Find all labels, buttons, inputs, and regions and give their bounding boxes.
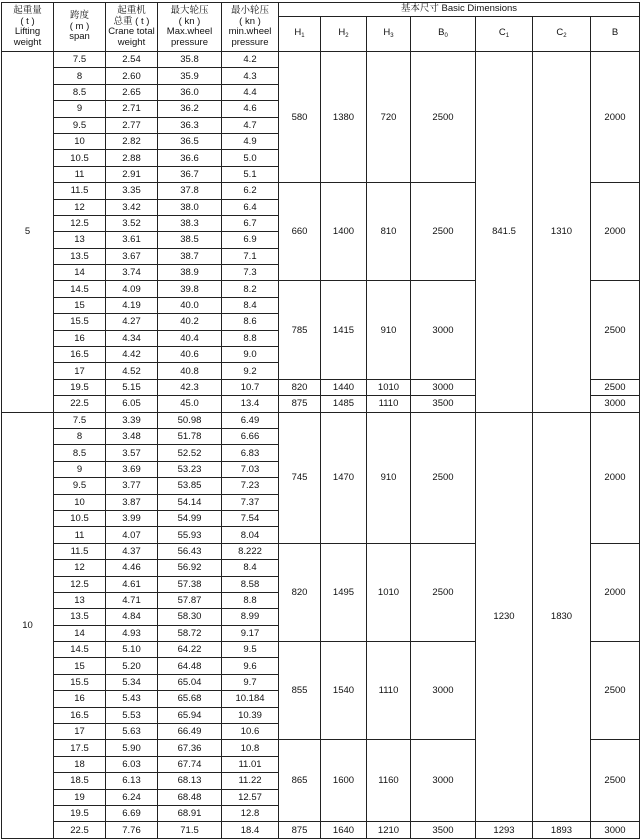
span-cell: 10 (54, 133, 106, 149)
crane-weight-cell: 3.87 (106, 494, 158, 510)
crane-weight-cell: 4.42 (106, 347, 158, 363)
span-cell: 18 (54, 756, 106, 772)
min-pressure-cell: 6.83 (222, 445, 279, 461)
dim-b0-cell: 3000 (411, 379, 476, 395)
min-pressure-cell: 11.01 (222, 756, 279, 772)
min-pressure-cell: 4.6 (222, 101, 279, 117)
min-pressure-cell: 11.22 (222, 773, 279, 789)
dim-h1-cell: 785 (279, 281, 321, 379)
crane-weight-cell: 5.34 (106, 674, 158, 690)
crane-weight-cell: 3.35 (106, 183, 158, 199)
table-row (2, 822, 640, 838)
min-pressure-cell: 6.9 (222, 232, 279, 248)
crane-weight-cell: 4.07 (106, 527, 158, 543)
crane-weight-cell: 6.05 (106, 396, 158, 412)
span-cell: 12.5 (54, 215, 106, 231)
span-cell: 14.5 (54, 642, 106, 658)
span-cell: 9.5 (54, 478, 106, 494)
span-cell: 12 (54, 199, 106, 215)
crane-weight-cell: 6.69 (106, 805, 158, 821)
span-cell: 7.5 (54, 52, 106, 68)
dim-h3-cell: 1010 (367, 543, 411, 641)
max-pressure-cell: 36.5 (158, 133, 222, 149)
crane-weight-cell: 5.53 (106, 707, 158, 723)
max-pressure-cell: 36.3 (158, 117, 222, 133)
dim-b0-cell: 3000 (411, 281, 476, 379)
min-pressure-cell: 5.0 (222, 150, 279, 166)
max-pressure-cell: 38.7 (158, 248, 222, 264)
crane-weight-cell: 2.54 (106, 52, 158, 68)
crane-weight-cell: 4.61 (106, 576, 158, 592)
max-pressure-cell: 35.8 (158, 52, 222, 68)
span-cell: 22.5 (54, 822, 106, 838)
min-pressure-cell: 13.4 (222, 396, 279, 412)
max-pressure-cell: 50.98 (158, 412, 222, 428)
min-pressure-cell: 7.54 (222, 510, 279, 526)
dim-b-cell: 3000 (591, 396, 640, 412)
min-pressure-cell: 6.2 (222, 183, 279, 199)
crane-weight-cell: 6.24 (106, 789, 158, 805)
crane-weight-cell: 6.13 (106, 773, 158, 789)
crane-weight-cell: 2.60 (106, 68, 158, 84)
min-pressure-cell: 4.9 (222, 133, 279, 149)
dim-c1-cell: 841.5 (476, 52, 533, 413)
crane-weight-cell: 3.57 (106, 445, 158, 461)
max-pressure-cell: 40.6 (158, 347, 222, 363)
span-cell: 11.5 (54, 543, 106, 559)
min-pressure-cell: 7.37 (222, 494, 279, 510)
span-cell: 19.5 (54, 805, 106, 821)
crane-weight-cell: 3.99 (106, 510, 158, 526)
min-pressure-cell: 6.49 (222, 412, 279, 428)
max-pressure-cell: 36.0 (158, 84, 222, 100)
span-cell: 9 (54, 101, 106, 117)
span-cell: 15.5 (54, 674, 106, 690)
dim-h2-cell: 1600 (321, 740, 367, 822)
min-pressure-cell: 9.5 (222, 642, 279, 658)
span-cell: 13.5 (54, 248, 106, 264)
span-cell: 9 (54, 461, 106, 477)
dim-h1-cell: 745 (279, 412, 321, 543)
crane-weight-cell: 4.37 (106, 543, 158, 559)
dim-h2-cell: 1440 (321, 379, 367, 395)
span-cell: 15 (54, 658, 106, 674)
span-cell: 11 (54, 166, 106, 182)
min-pressure-cell: 4.4 (222, 84, 279, 100)
max-pressure-cell: 64.48 (158, 658, 222, 674)
crane-weight-cell: 4.93 (106, 625, 158, 641)
span-cell: 19 (54, 789, 106, 805)
dim-h3-cell: 1110 (367, 642, 411, 740)
dim-h3-cell: 1110 (367, 396, 411, 412)
max-pressure-cell: 40.0 (158, 297, 222, 313)
max-pressure-cell: 36.7 (158, 166, 222, 182)
min-pressure-cell: 9.17 (222, 625, 279, 641)
span-cell: 16.5 (54, 707, 106, 723)
max-pressure-cell: 56.92 (158, 560, 222, 576)
crane-weight-cell: 5.90 (106, 740, 158, 756)
min-pressure-cell: 10.8 (222, 740, 279, 756)
crane-weight-cell: 2.77 (106, 117, 158, 133)
crane-weight-cell: 4.34 (106, 330, 158, 346)
min-pressure-cell: 12.8 (222, 805, 279, 821)
min-pressure-cell: 8.6 (222, 314, 279, 330)
dim-c1-cell: 1230 (476, 412, 533, 822)
span-cell: 11 (54, 527, 106, 543)
crane-weight-cell: 3.74 (106, 265, 158, 281)
span-cell: 16.5 (54, 347, 106, 363)
min-pressure-cell: 8.4 (222, 560, 279, 576)
dim-c2-cell: 1310 (533, 52, 591, 413)
dim-h2-cell: 1640 (321, 822, 367, 838)
span-cell: 12 (54, 560, 106, 576)
span-cell: 10 (54, 494, 106, 510)
max-pressure-cell: 53.23 (158, 461, 222, 477)
span-cell: 8.5 (54, 445, 106, 461)
dim-b-cell: 2500 (591, 740, 640, 822)
min-pressure-cell: 4.7 (222, 117, 279, 133)
crane-weight-cell: 3.61 (106, 232, 158, 248)
span-cell: 13 (54, 232, 106, 248)
dim-h1-cell: 855 (279, 642, 321, 740)
span-cell: 10.5 (54, 150, 106, 166)
max-pressure-cell: 40.4 (158, 330, 222, 346)
crane-weight-cell: 5.15 (106, 379, 158, 395)
max-pressure-cell: 65.68 (158, 691, 222, 707)
crane-weight-cell: 5.63 (106, 724, 158, 740)
min-pressure-cell: 8.8 (222, 592, 279, 608)
span-cell: 15.5 (54, 314, 106, 330)
dim-b0-cell: 2500 (411, 52, 476, 183)
header-dim-c2: $C_2$ (533, 17, 591, 52)
max-pressure-cell: 67.74 (158, 756, 222, 772)
dim-h2-cell: 1540 (321, 642, 367, 740)
header-min-pressure: 最小轮压 ( kn ) min.wheel pressure (222, 3, 279, 52)
span-cell: 17.5 (54, 740, 106, 756)
span-cell: 13.5 (54, 609, 106, 625)
min-pressure-cell: 6.66 (222, 428, 279, 444)
min-pressure-cell: 6.4 (222, 199, 279, 215)
min-pressure-cell: 8.222 (222, 543, 279, 559)
crane-weight-cell: 3.48 (106, 428, 158, 444)
min-pressure-cell: 10.7 (222, 379, 279, 395)
dim-c2-cell: 1893 (533, 822, 591, 838)
dim-h1-cell: 660 (279, 183, 321, 281)
dim-h3-cell: 720 (367, 52, 411, 183)
max-pressure-cell: 68.91 (158, 805, 222, 821)
max-pressure-cell: 40.8 (158, 363, 222, 379)
dim-b0-cell: 2500 (411, 183, 476, 281)
min-pressure-cell: 8.2 (222, 281, 279, 297)
span-cell: 15 (54, 297, 106, 313)
span-cell: 14.5 (54, 281, 106, 297)
max-pressure-cell: 58.30 (158, 609, 222, 625)
max-pressure-cell: 65.04 (158, 674, 222, 690)
max-pressure-cell: 38.9 (158, 265, 222, 281)
span-cell: 8 (54, 68, 106, 84)
dim-h3-cell: 1210 (367, 822, 411, 838)
lifting-weight-cell: 5 (2, 52, 54, 413)
min-pressure-cell: 5.1 (222, 166, 279, 182)
span-cell: 10.5 (54, 510, 106, 526)
header-dim-h3: $H_3$ (367, 17, 411, 52)
span-cell: 19.5 (54, 379, 106, 395)
dim-b0-cell: 3500 (411, 822, 476, 838)
min-pressure-cell: 9.2 (222, 363, 279, 379)
max-pressure-cell: 40.2 (158, 314, 222, 330)
crane-weight-cell: 5.43 (106, 691, 158, 707)
dim-b0-cell: 3000 (411, 642, 476, 740)
dim-h3-cell: 910 (367, 281, 411, 379)
lifting-weight-cell: 10 (2, 412, 54, 838)
crane-weight-cell: 4.52 (106, 363, 158, 379)
max-pressure-cell: 71.5 (158, 822, 222, 838)
span-cell: 13 (54, 592, 106, 608)
dim-h3-cell: 1160 (367, 740, 411, 822)
dim-b-cell: 2500 (591, 379, 640, 395)
min-pressure-cell: 9.7 (222, 674, 279, 690)
header-basic-dimensions: 基本尺寸 Basic Dimensions (279, 3, 640, 17)
table-row (2, 52, 640, 68)
max-pressure-cell: 38.0 (158, 199, 222, 215)
span-cell: 11.5 (54, 183, 106, 199)
span-cell: 16 (54, 330, 106, 346)
dim-b-cell: 2000 (591, 183, 640, 281)
dim-h3-cell: 1010 (367, 379, 411, 395)
min-pressure-cell: 8.58 (222, 576, 279, 592)
header-dim-h2: $H_2$ (321, 17, 367, 52)
dim-b0-cell: 2500 (411, 412, 476, 543)
dim-h3-cell: 810 (367, 183, 411, 281)
min-pressure-cell: 9.6 (222, 658, 279, 674)
header-crane-weight: 起重机 总重 ( t ) Crane total weight (106, 3, 158, 52)
max-pressure-cell: 45.0 (158, 396, 222, 412)
dim-b-cell: 2500 (591, 281, 640, 379)
crane-weight-cell: 2.88 (106, 150, 158, 166)
max-pressure-cell: 58.72 (158, 625, 222, 641)
crane-weight-cell: 3.67 (106, 248, 158, 264)
dim-h2-cell: 1400 (321, 183, 367, 281)
dim-b0-cell: 2500 (411, 543, 476, 641)
span-cell: 22.5 (54, 396, 106, 412)
crane-weight-cell: 4.19 (106, 297, 158, 313)
min-pressure-cell: 10.6 (222, 724, 279, 740)
dim-b0-cell: 3000 (411, 740, 476, 822)
max-pressure-cell: 54.99 (158, 510, 222, 526)
dim-b-cell: 2000 (591, 52, 640, 183)
crane-weight-cell: 4.71 (106, 592, 158, 608)
crane-weight-cell: 2.65 (106, 84, 158, 100)
dim-h1-cell: 580 (279, 52, 321, 183)
max-pressure-cell: 68.48 (158, 789, 222, 805)
min-pressure-cell: 7.03 (222, 461, 279, 477)
max-pressure-cell: 68.13 (158, 773, 222, 789)
min-pressure-cell: 4.2 (222, 52, 279, 68)
min-pressure-cell: 7.1 (222, 248, 279, 264)
dim-b-cell: 3000 (591, 822, 640, 838)
max-pressure-cell: 37.8 (158, 183, 222, 199)
header-dim-c1: $C_1$ (476, 17, 533, 52)
span-cell: 14 (54, 625, 106, 641)
dim-h2-cell: 1415 (321, 281, 367, 379)
min-pressure-cell: 18.4 (222, 822, 279, 838)
table-row (2, 412, 640, 428)
span-cell: 8.5 (54, 84, 106, 100)
crane-weight-cell: 3.39 (106, 412, 158, 428)
max-pressure-cell: 36.2 (158, 101, 222, 117)
dim-h1-cell: 875 (279, 822, 321, 838)
crane-weight-cell: 2.91 (106, 166, 158, 182)
span-cell: 14 (54, 265, 106, 281)
span-cell: 9.5 (54, 117, 106, 133)
dim-h2-cell: 1485 (321, 396, 367, 412)
crane-weight-cell: 4.84 (106, 609, 158, 625)
crane-weight-cell: 2.82 (106, 133, 158, 149)
dim-b-cell: 2500 (591, 642, 640, 740)
min-pressure-cell: 10.184 (222, 691, 279, 707)
header-lifting-weight: 起重量 ( t ) Lifting weight (2, 3, 54, 52)
crane-weight-cell: 2.71 (106, 101, 158, 117)
dim-b-cell: 2000 (591, 412, 640, 543)
dim-h2-cell: 1495 (321, 543, 367, 641)
min-pressure-cell: 6.7 (222, 215, 279, 231)
span-cell: 12.5 (54, 576, 106, 592)
span-cell: 18.5 (54, 773, 106, 789)
header-dim-b: B (591, 17, 640, 52)
dim-h1-cell: 820 (279, 379, 321, 395)
min-pressure-cell: 8.4 (222, 297, 279, 313)
crane-weight-cell: 6.03 (106, 756, 158, 772)
crane-weight-cell: 4.09 (106, 281, 158, 297)
span-cell: 17 (54, 363, 106, 379)
max-pressure-cell: 39.8 (158, 281, 222, 297)
dim-h1-cell: 865 (279, 740, 321, 822)
dim-b0-cell: 3500 (411, 396, 476, 412)
crane-weight-cell: 5.10 (106, 642, 158, 658)
max-pressure-cell: 35.9 (158, 68, 222, 84)
dim-h1-cell: 820 (279, 543, 321, 641)
max-pressure-cell: 55.93 (158, 527, 222, 543)
max-pressure-cell: 36.6 (158, 150, 222, 166)
max-pressure-cell: 67.36 (158, 740, 222, 756)
max-pressure-cell: 65.94 (158, 707, 222, 723)
min-pressure-cell: 8.99 (222, 609, 279, 625)
min-pressure-cell: 8.8 (222, 330, 279, 346)
max-pressure-cell: 57.87 (158, 592, 222, 608)
max-pressure-cell: 42.3 (158, 379, 222, 395)
max-pressure-cell: 56.43 (158, 543, 222, 559)
crane-weight-cell: 7.76 (106, 822, 158, 838)
table-body (2, 52, 640, 839)
crane-weight-cell: 4.46 (106, 560, 158, 576)
dim-h1-cell: 875 (279, 396, 321, 412)
header-max-pressure: 最大轮压 ( kn ) Max.wheel pressure (158, 3, 222, 52)
max-pressure-cell: 53.85 (158, 478, 222, 494)
dim-c1-cell: 1293 (476, 822, 533, 838)
crane-spec-table (1, 2, 640, 839)
max-pressure-cell: 52.52 (158, 445, 222, 461)
dim-c2-cell: 1830 (533, 412, 591, 822)
header-span: 跨度 ( m ) span (54, 3, 106, 52)
crane-weight-cell: 3.77 (106, 478, 158, 494)
min-pressure-cell: 8.04 (222, 527, 279, 543)
min-pressure-cell: 7.3 (222, 265, 279, 281)
min-pressure-cell: 4.3 (222, 68, 279, 84)
dim-h2-cell: 1380 (321, 52, 367, 183)
header-dim-b0: $B_0$ (411, 17, 476, 52)
dim-h3-cell: 910 (367, 412, 411, 543)
dim-h2-cell: 1470 (321, 412, 367, 543)
max-pressure-cell: 38.3 (158, 215, 222, 231)
span-cell: 8 (54, 428, 106, 444)
crane-weight-cell: 4.27 (106, 314, 158, 330)
min-pressure-cell: 9.0 (222, 347, 279, 363)
crane-weight-cell: 3.69 (106, 461, 158, 477)
min-pressure-cell: 7.23 (222, 478, 279, 494)
span-cell: 17 (54, 724, 106, 740)
max-pressure-cell: 57.38 (158, 576, 222, 592)
max-pressure-cell: 51.78 (158, 428, 222, 444)
max-pressure-cell: 64.22 (158, 642, 222, 658)
crane-weight-cell: 5.20 (106, 658, 158, 674)
max-pressure-cell: 54.14 (158, 494, 222, 510)
min-pressure-cell: 12.57 (222, 789, 279, 805)
span-cell: 7.5 (54, 412, 106, 428)
span-cell: 16 (54, 691, 106, 707)
header-dim-h1: $H_1$ (279, 17, 321, 52)
crane-weight-cell: 3.42 (106, 199, 158, 215)
max-pressure-cell: 66.49 (158, 724, 222, 740)
max-pressure-cell: 38.5 (158, 232, 222, 248)
dim-b-cell: 2000 (591, 543, 640, 641)
crane-weight-cell: 3.52 (106, 215, 158, 231)
min-pressure-cell: 10.39 (222, 707, 279, 723)
